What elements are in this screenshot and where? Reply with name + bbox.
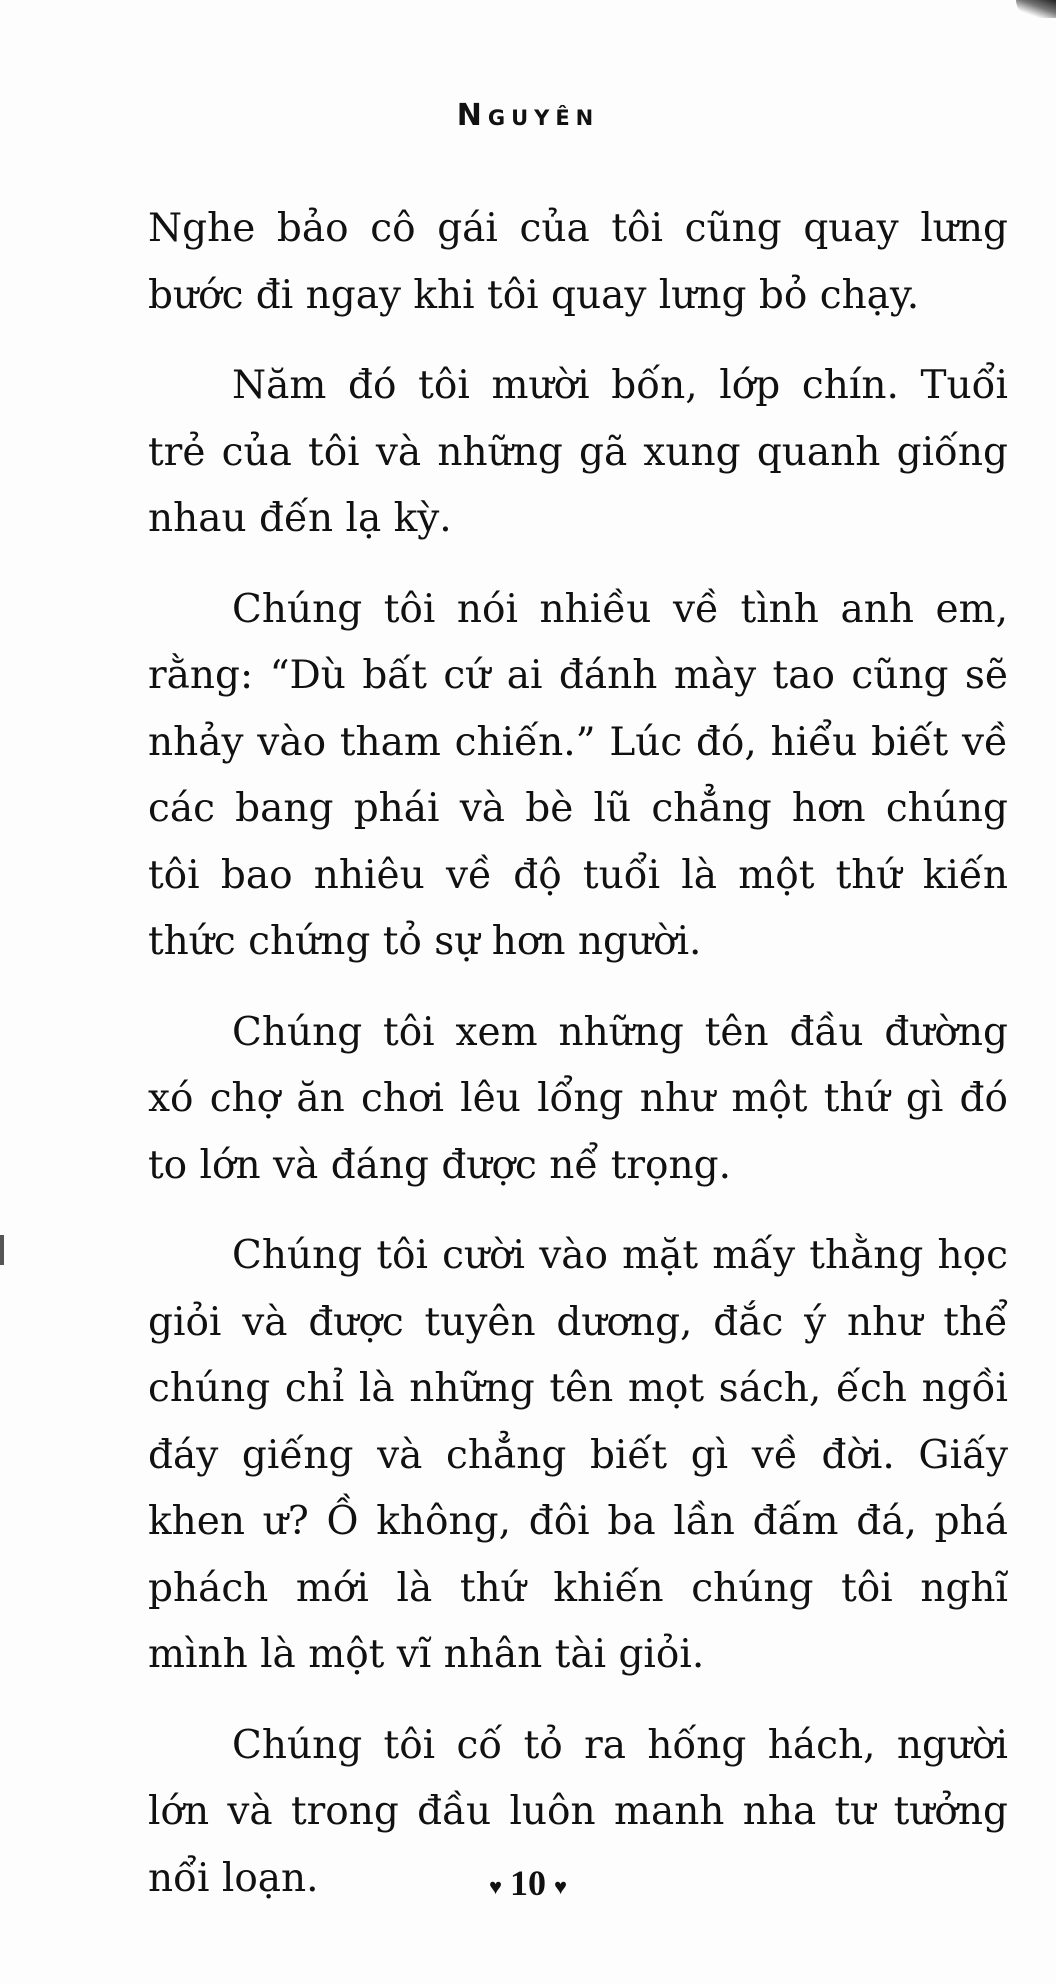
heart-icon: ♥ [554,1873,568,1899]
paragraph: Chúng tôi cố tỏ ra hống hách, người lớn và trong đầu luôn manh nha tư tưởng nổi loạn. [148,1722,1008,1901]
paragraph: Chúng tôi xem những tên đầu đường xó chợ ăn chơi lêu lổng như một thứ gì đó to lớn và đáng được nể trọng. [148,1009,1008,1188]
page-number: 10 [510,1863,546,1903]
paragraph: Năm đó tôi mười bốn, lớp chín. Tuổi trẻ của tôi và những gã xung quanh giống nhau đến lạ kỳ. [148,363,1008,541]
page-edge-mark [0,1235,4,1265]
page-corner-shadow [1016,0,1056,18]
paragraph: Chúng tôi cười vào mặt mấy thằng học giỏi và được tuyên dương, đắc ý như thể chúng chỉ là những tên mọt sách, ếch ngồi đáy giếng và chẳng biết gì về đời. Giấy khen ư? Ồ không, đôi ba lần đấm đá, phá phách mới là thứ khiến chúng tôi nghĩ mình là một vĩ nhân tài giỏi. [148,1233,1008,1677]
heart-icon: ♥ [488,1873,502,1899]
running-header: Nguyên [456,98,600,133]
body-text [148,196,1008,1936]
page-footer [0,1862,1056,1904]
paragraph: Nghe bảo cô gái của tôi cũng quay lưng bước đi ngay khi tôi quay lưng bỏ chạy. [148,206,1008,318]
paragraph: Chúng tôi nói nhiều về tình anh em, rằng: “Dù bất cứ ai đánh mày tao cũng sẽ nhảy vào tham chiến.” Lúc đó, hiểu biết về các bang phái và bè lũ chẳng hơn chúng tôi bao nhiêu về độ tuổi là một thứ kiến thức chứng tỏ sự hơn người. [148,586,1008,964]
